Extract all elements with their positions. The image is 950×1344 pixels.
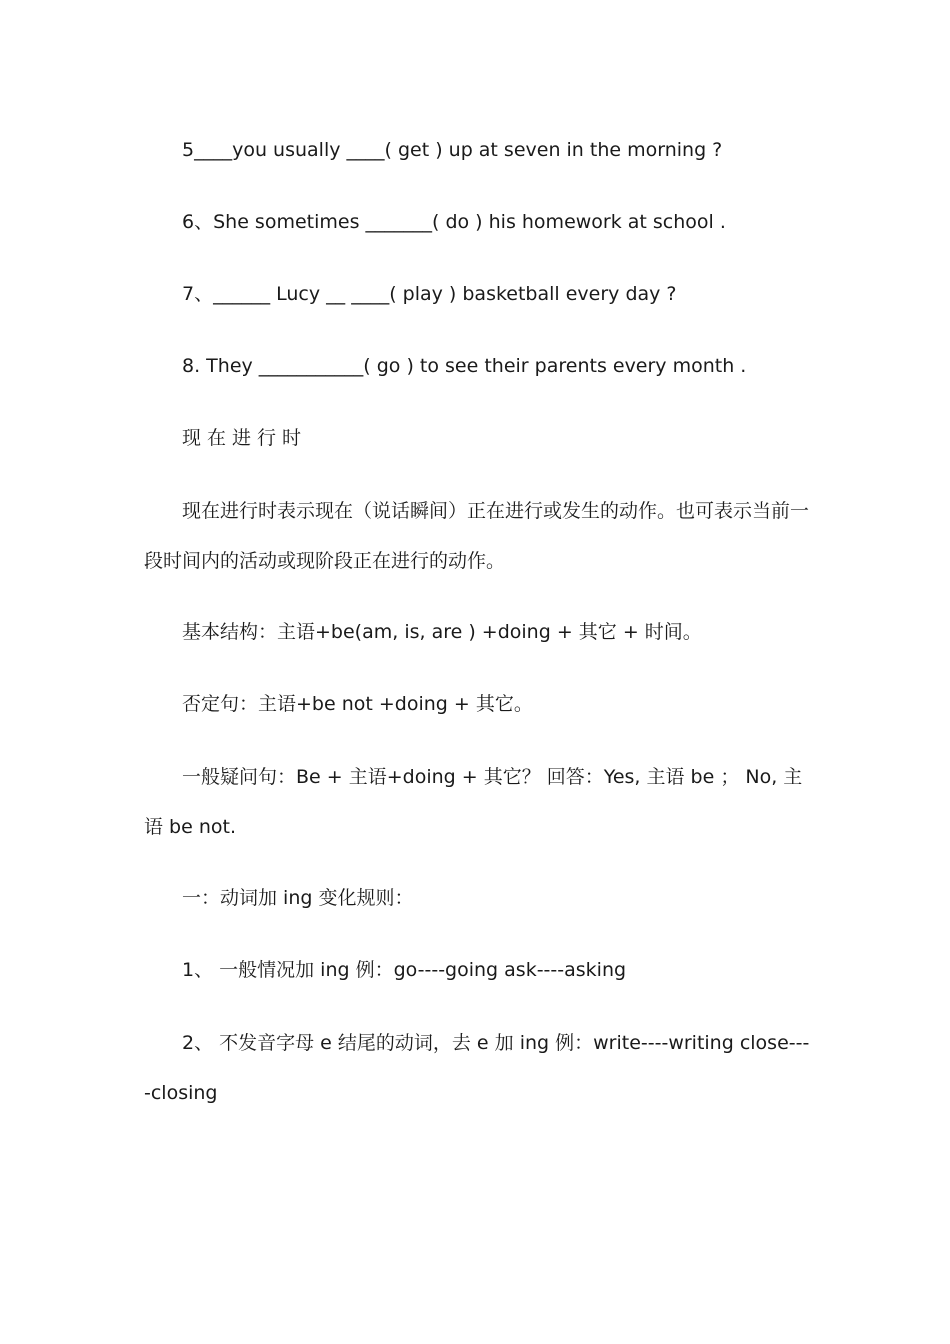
question-structure: 一般疑问句：Be + 主语+doing + 其它？ 回答：Yes, 主语 be ； No, 主语 be not. [144,766,803,838]
rules-heading: 一：动词加 ing 变化规则： [182,887,414,909]
rule-item-2: 2、 不发音字母 e 结尾的动词，去 e 加 ing 例：write----writing close----closing [144,1032,810,1104]
exercise-item-7: 7、______ Lucy __ ____( play ) basketball every day ? [182,283,677,305]
basic-structure: 基本结构：主语+be(am, is, are ) +doing + 其它 + 时间。 [182,621,702,643]
definition-paragraph: 现在进行时表示现在（说话瞬间）正在进行或发生的动作。也可表示当前一段时间内的活动或现阶段正在进行的动作。 [144,500,810,572]
negative-structure: 否定句：主语+be not +doing + 其它。 [182,693,533,715]
section-title: 现在进行时 [182,427,308,449]
exercise-item-8: 8. They ___________( go ) to see their parents every month . [182,355,747,377]
rule-item-1: 1、 一般情况加 ing 例：go----going ask----asking [182,959,627,981]
exercise-item-5: 5____you usually ____( get ) up at seven in the morning ? [182,139,723,161]
exercise-item-6: 6、She sometimes _______( do ) his homework at school . [182,211,726,233]
